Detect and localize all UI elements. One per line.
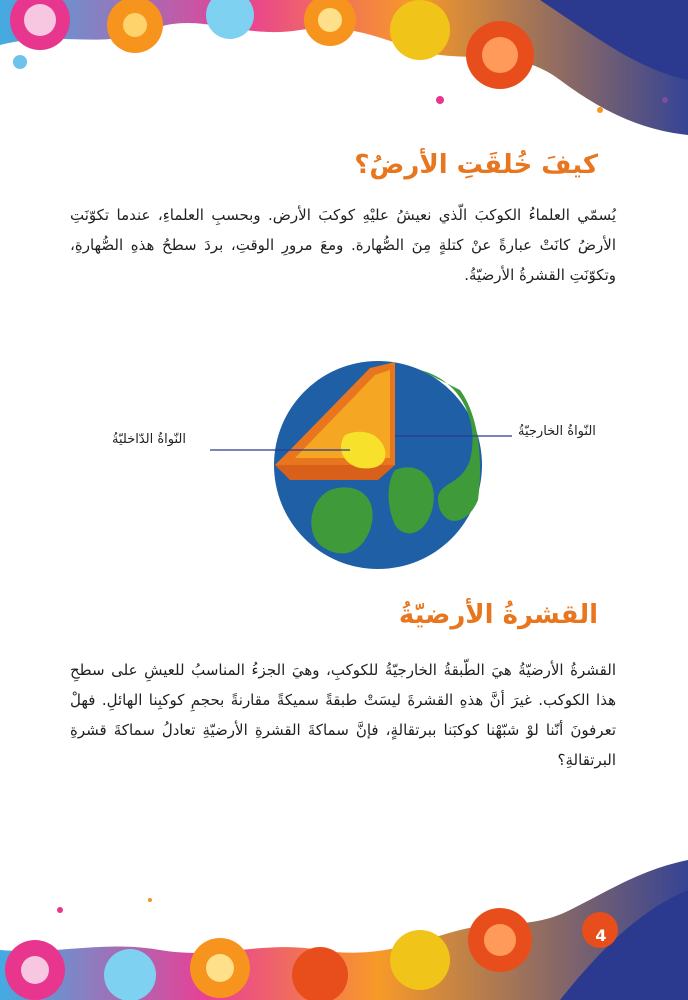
earth-formation-paragraph: يُسمّي العلماءُ الكوكبَ الّذي نعيشُ عليْهِ كوكبَ الأرض. وبحسبِ العلماءِ، عندما تكوّنَتِ الأرضُ كانَتْ عبارةً عنْ كتلةٍ مِنَ الصُّهارة. ومعَ مرورِ الوقتِ، بردَ سطحُ هذهِ الصُّهارةِ، وتكوّنَتِ القشرةُ الأرضيّةُ.	[70, 206, 616, 284]
earth-layers-diagram	[0, 340, 688, 590]
earth-crust-paragraph: القشرةُ الأرضيّةُ هيَ الطّبقةُ الخارجيّةُ للكوكبِ، وهيَ الجزءُ المناسبُ للعيشِ على سطحِ هذا الكوكب. غيرَ أنَّ هذهِ القشرةَ ليسَتْ طبقةً سميكةً مقارنةً بحجمِ كوكبِنا الهائلِ. فهلْ تعرفونَ أنّنا لوْ شبّهْنا كوكبَنا ببرتقالةٍ، فإنَّ سماكةَ القشرةِ الأرضيّةِ تعادلُ سماكةَ قشرةِ البرتقالةِ؟	[70, 661, 616, 769]
inner-core-label: النّواةُ الدّاخليّةُ	[112, 432, 187, 447]
page-number: 4	[595, 926, 607, 945]
outer-core-label: النّواةُ الخارجيّةُ	[518, 424, 596, 439]
bottom-decoration	[0, 850, 688, 1000]
section-title-earth-formation: كيفَ خُلقَتِ الأرضُ؟	[354, 150, 598, 180]
top-decoration	[0, 0, 688, 160]
section-title-earth-crust: القشرةُ الأرضيّةُ	[398, 600, 598, 630]
